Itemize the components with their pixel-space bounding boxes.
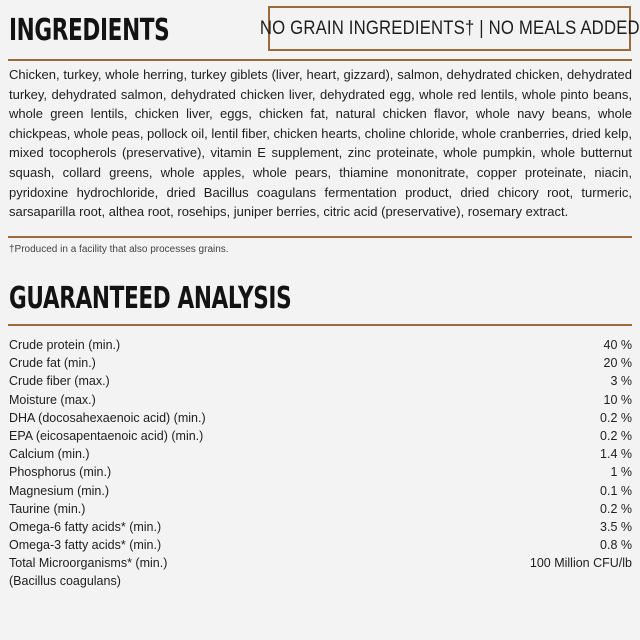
nutrient-name: Phosphorus (min.) (9, 465, 112, 480)
analysis-row (9, 463, 632, 481)
nutrient-name: EPA (eicosapentaenoic acid) (min.) (9, 428, 204, 443)
nutrient-value: 0.2 % (600, 410, 632, 425)
nutrient-name: Crude fiber (max.) (9, 374, 110, 389)
nutrient-name: Omega-3 fatty acids* (min.) (9, 538, 162, 553)
nutrient-value: 1.4 % (600, 447, 632, 462)
nutrient-name: Calcium (min.) (9, 447, 90, 462)
analysis-row (9, 354, 632, 372)
nutrient-name: Crude protein (min.) (9, 338, 121, 352)
divider-rule (8, 324, 632, 326)
ingredients-heading: INGREDIENTS (9, 13, 170, 48)
nutrient-value: 1 % (610, 465, 632, 480)
analysis-row (9, 336, 632, 354)
facility-footnote: †Produced in a facility that also processes grains. (9, 244, 229, 255)
divider-rule (8, 59, 632, 61)
analysis-row (9, 445, 632, 463)
analysis-row (9, 409, 632, 427)
guaranteed-analysis-table (9, 336, 632, 591)
nutrient-value: 40 % (603, 338, 632, 352)
nutrient-name: Crude fat (min.) (9, 356, 96, 371)
analysis-row (9, 536, 632, 554)
analysis-row (9, 482, 632, 500)
nutrient-value: 0.2 % (600, 501, 632, 516)
guaranteed-analysis-heading: GUARANTEED ANALYSIS (9, 281, 292, 316)
nutrient-value: 3.5 % (600, 519, 632, 534)
claim-box (259, 6, 640, 51)
divider-rule (8, 236, 632, 238)
ingredients-list: Chicken, turkey, whole herring, turkey giblets (liver, heart, gizzard), salmon, dehydrated chicken, dehydrated turkey, dehydrated salmon, dehydrated chicken liver, dehydrated egg, whole red lentils, whole pinto beans, whole green lentils, chicken liver, eggs, chicken fat, natural chicken flavor, whole navy beans, whole chickpeas, whole peas, pollock oil, lentil fiber, chicken hearts, choline chloride, whole cranberries, dried kelp, mixed tocopherols (preservative), vitamin E supplement, zinc proteinate, whole pumpkin, whole butternut squash, collard greens, whole apples, whole pears, thiamine mononitrate, copper proteinate, niacin, pyridoxine hydrochloride, dried Bacillus coagulans fermentation product, dried chicory root, turmeric, sarsaparilla root, althea root, rosehips, juniper berries, citric acid (preservative), rosemary extract. (9, 67, 632, 220)
nutrient-name: DHA (docosahexaenoic acid) (min.) (9, 410, 206, 425)
nutrient-name: Omega-6 fatty acids* (min.) (9, 519, 162, 534)
analysis-row (9, 427, 632, 445)
nutrient-value: 0.8 % (600, 538, 632, 553)
nutrient-name: Total Microorganisms* (min.) (Bacillus coagulans) (9, 556, 168, 589)
claim-text: NO GRAIN INGREDIENTS† | NO MEALS ADDED (259, 17, 640, 39)
analysis-row (9, 554, 632, 590)
analysis-row (9, 500, 632, 518)
analysis-row (9, 518, 632, 536)
nutrient-name: Magnesium (min.) (9, 483, 110, 498)
nutrient-value: 100 Million CFU/lb (529, 556, 632, 571)
analysis-row (9, 391, 632, 409)
analysis-row (9, 372, 632, 390)
nutrient-value: 10 % (603, 392, 632, 407)
nutrient-value: 0.2 % (600, 428, 632, 443)
nutrient-name: Moisture (max.) (9, 392, 96, 407)
nutrient-name: Taurine (min.) (9, 501, 86, 516)
nutrient-value: 0.1 % (600, 483, 632, 498)
nutrient-value: 3 % (610, 374, 632, 389)
nutrient-value: 20 % (603, 356, 632, 371)
